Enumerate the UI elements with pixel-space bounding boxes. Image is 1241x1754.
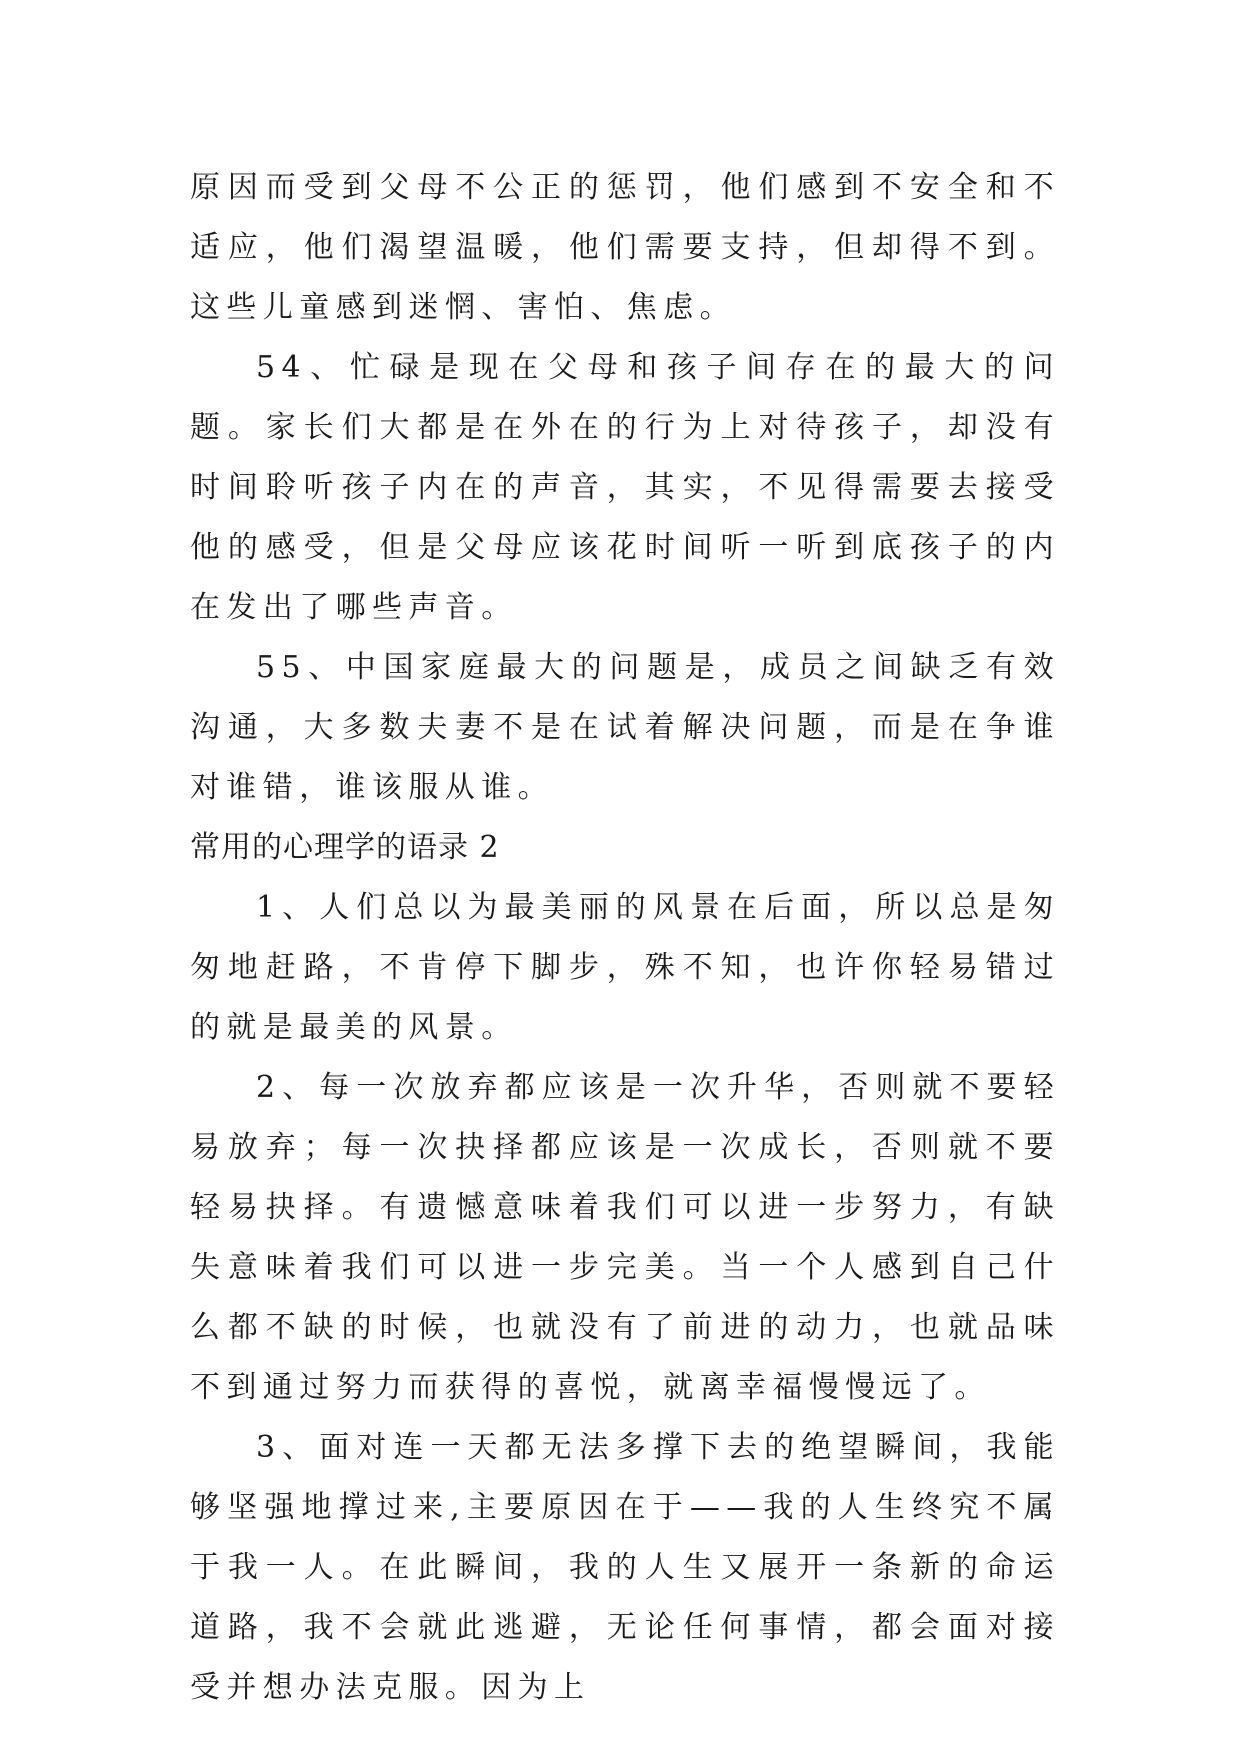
paragraph-2: 2、每一次放弃都应该是一次升华，否则就不要轻易放弃；每一次抉择都应该是一次成长，否则就不要轻易抉择。有遗憾意味着我们可以进一步努力，有缺失意味着我们可以进一步完美。当一个人感到自己什么都不缺的时候，也就没有了前进的动力，也就品味不到通过努力而获得的喜悦，就离幸福慢慢远了。 (190, 1070, 1060, 1405)
paragraph-3: 3、面对连一天都无法多撑下去的绝望瞬间，我能够坚强地撑过来,主要原因在于——我的人生终究不属于我一人。在此瞬间，我的人生又展开一条新的命运道路，我不会就此逃避，无论任何事情，都会面对接受并想办法克服。因为上 (190, 1430, 1060, 1705)
paragraph-continued: 原因而受到父母不公正的惩罚，他们感到不安全和不适应，他们渴望温暖，他们需要支持，但却得不到。这些儿童感到迷惘、害怕、焦虑。 (190, 170, 1060, 325)
paragraph-1: 1、人们总以为最美丽的风景在后面，所以总是匆匆地赶路，不肯停下脚步，殊不知，也许你轻易错过的就是最美的风景。 (190, 890, 1060, 1045)
paragraph-54: 54、忙碌是现在父母和孩子间存在的最大的问题。家长们大都是在外在的行为上对待孩子，却没有时间聆听孩子内在的声音，其实，不见得需要去接受他的感受，但是父母应该花时间听一听到底孩子的内在发出了哪些声音。 (190, 350, 1060, 625)
document-body (190, 158, 1060, 1718)
paragraph-55: 55、中国家庭最大的问题是，成员之间缺乏有效沟通，大多数夫妻不是在试着解决问题，而是在争谁对谁错，谁该服从谁。 (190, 650, 1060, 805)
section-heading: 常用的心理学的语录 2 (190, 830, 500, 865)
